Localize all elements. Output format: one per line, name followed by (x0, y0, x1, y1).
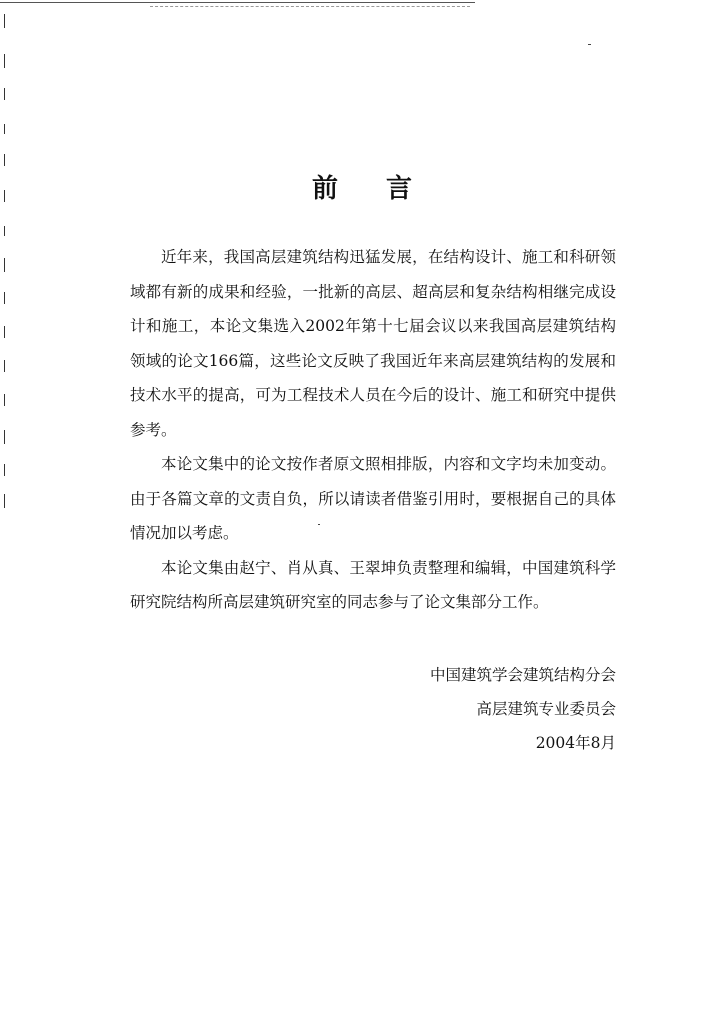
paragraph: 近年来，我国高层建筑结构迅猛发展，在结构设计、施工和科研领域都有新的成果和经验，一批新的高层、超高层和复杂结构相继完成设计和施工，本论文集选入2002年第十七届会议以来我国高层建筑结构领域的论文166篇，这些论文反映了我国近年来高层建筑结构的发展和技术水平的提高，可为工程技术人员在今后的设计、施工和研究中提供参考。 (130, 248, 616, 439)
title-char: 前 (311, 174, 338, 204)
page-title (0, 168, 724, 205)
signature-committee: 高层建筑专业委员会 (476, 700, 616, 718)
paragraph: 本论文集中的论文按作者原文照相排版，内容和文字均未加变动。由于各篇文章的文责自负，所以请读者借鉴引用时，要根据自己的具体情况加以考虑。 (130, 455, 616, 542)
signature-date: 2004年8月 (535, 734, 616, 752)
signature-block (330, 658, 616, 760)
preface-body (130, 240, 616, 620)
paragraph: 本论文集由赵宁、肖从真、王翠坤负责整理和编辑，中国建筑科学研究院结构所高层建筑研究室的同志参与了论文集部分工作。 (130, 558, 616, 611)
scan-left-edge-marks (4, 14, 6, 514)
signature-organization: 中国建筑学会建筑结构分会 (429, 666, 616, 684)
scan-edge-line (0, 2, 475, 3)
scan-speck (588, 44, 591, 45)
scan-edge-dashes (150, 6, 470, 7)
title-char: 言 (386, 174, 413, 204)
